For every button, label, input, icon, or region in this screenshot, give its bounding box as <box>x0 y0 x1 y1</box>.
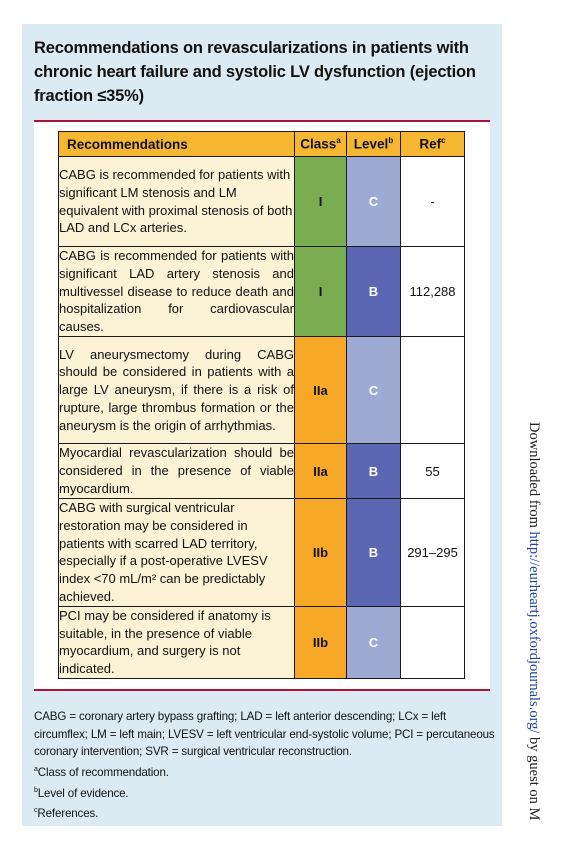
footnote-level: $^b$Level of evidence. <box>34 786 129 800</box>
class-cell: IIb <box>295 606 347 678</box>
ref-cell: 112,288 <box>401 247 465 337</box>
table-row <box>59 157 465 247</box>
header-recommendations: Recommendations <box>59 132 295 157</box>
ref-cell: - <box>401 157 465 247</box>
level-cell: C <box>347 337 401 444</box>
level-cell: B <box>347 444 401 499</box>
journal-link[interactable]: http://eurheartj.oxfordjournals.org/ <box>526 531 542 734</box>
ref-cell <box>401 606 465 678</box>
table-row <box>59 499 465 607</box>
recommendation-text: LV aneurysmectomy during CABG should be considered in patients with a large LV aneurysm, if there is a risk of rupture, large thrombus formation or the aneurysm is the origin of arrhythmias. <box>59 337 295 444</box>
footnote-class: $^a$Class of recommendation. <box>34 765 169 779</box>
header-ref: Ref$^c$ <box>401 132 465 157</box>
ref-cell: 55 <box>401 444 465 499</box>
class-cell: IIa <box>295 337 347 444</box>
recommendation-text: PCI may be considered if anatomy is suitable, in the presence of viable myocardium, and surgery is not indicated. <box>59 606 295 678</box>
table-header-row <box>59 132 465 157</box>
table-row <box>59 606 465 678</box>
table-row <box>59 247 465 337</box>
table-row <box>59 444 465 499</box>
level-cell: B <box>347 499 401 607</box>
level-cell: C <box>347 606 401 678</box>
table-area <box>34 122 490 689</box>
download-watermark: Downloaded from http://eurheartj.oxfordjournals.org/ by guest on M <box>526 422 542 821</box>
footnotes <box>34 708 496 823</box>
recommendation-text: CABG with surgical ventricular restoration may be considered in patients with scarred LAD territory, especially if a post-operative LVESV index <70 mL/m² can be predictably achieved. <box>59 499 295 607</box>
recommendations-panel <box>22 24 502 826</box>
class-cell: IIa <box>295 444 347 499</box>
class-cell: IIb <box>295 499 347 607</box>
header-level: Level$^b$ <box>347 132 401 157</box>
recommendation-text: Myocardial revascularization should be considered in the presence of viable myocardium. <box>59 444 295 499</box>
level-cell: C <box>347 157 401 247</box>
panel-title: Recommendations on revascularizations in patients with chronic heart failure and systolic LV dysfunction (ejection fraction ≤35%) <box>34 39 476 105</box>
recommendations-table <box>58 131 465 679</box>
ref-cell: 291–295 <box>401 499 465 607</box>
class-cell: I <box>295 157 347 247</box>
class-cell: I <box>295 247 347 337</box>
header-class: Class$^a$ <box>295 132 347 157</box>
footnote-references: $^c$References. <box>34 807 99 821</box>
table-row <box>59 337 465 444</box>
abbreviations-footnote: CABG = coronary artery bypass grafting; LAD = left anterior descending; LCx = left circumflex; LM = left main; LVESV = left ventricular end-systolic volume; PCI = percutaneous coronary intervention; SVR = surgical ventricular reconstruction. <box>34 710 495 759</box>
recommendation-text: CABG is recommended for patients with significant LAD artery stenosis and multivessel disease to reduce death and hospitalization for cardiovascular causes. <box>59 247 295 337</box>
level-cell: B <box>347 247 401 337</box>
ref-cell <box>401 337 465 444</box>
recommendation-text: CABG is recommended for patients with significant LM stenosis and LM equivalent with proximal stenosis of both LAD and LCx arteries. <box>59 157 295 247</box>
bottom-divider <box>34 689 490 691</box>
